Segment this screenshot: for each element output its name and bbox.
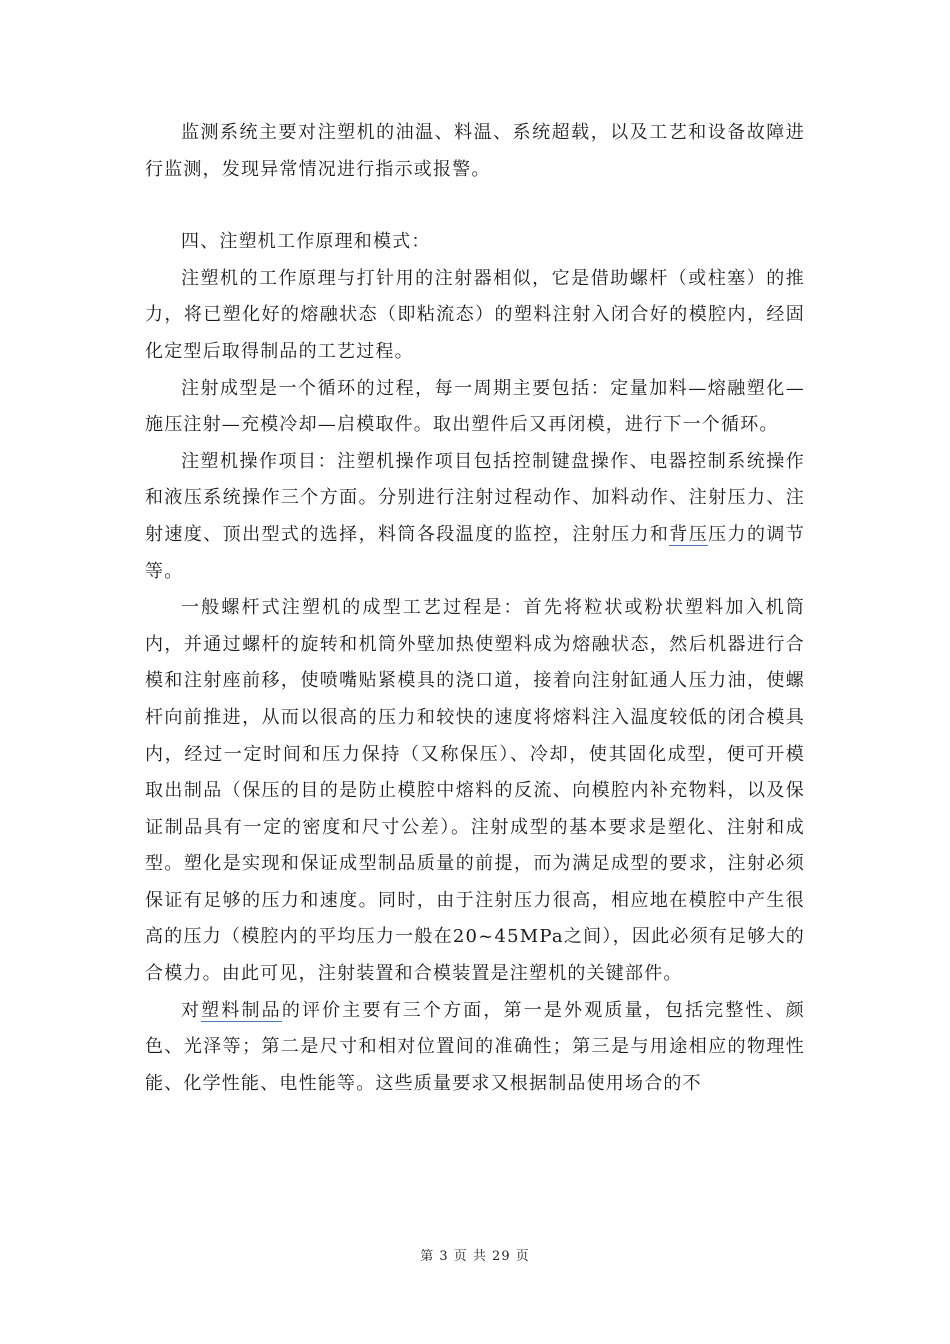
paragraph-product-evaluation-text-end: 的评价主要有三个方面，第一是外观质量，包括完整性、颜色、光泽等；第二是尺寸和相对位置间的准确性；第三是与用途相应的物理性能、化学性能、电性能等。这些质量要求又根据制品使用场合的不 bbox=[145, 999, 805, 1094]
paragraph-operation-items bbox=[145, 444, 805, 590]
paragraph-injection-cycle: 注射成型是一个循环的过程，每一周期主要包括：定量加料—熔融塑化—施压注射—充模冷却—启模取件。取出塑件后又再闭模，进行下一个循环。 bbox=[145, 377, 805, 436]
plastic-products-link[interactable]: 塑料制品 bbox=[201, 999, 282, 1021]
paragraph-monitoring-system: 监测系统主要对注塑机的油温、料温、系统超载，以及工艺和设备故障进行监测，发现异常情况进行指示或报警。 bbox=[145, 122, 805, 180]
section-heading: 四、注塑机工作原理和模式： bbox=[181, 231, 431, 253]
paragraph-gap bbox=[145, 188, 805, 224]
paragraph-product-evaluation-text: 对 bbox=[181, 999, 202, 1021]
paragraph-working-principle: 注塑机的工作原理与打针用的注射器相似，它是借助螺杆（或柱塞）的推力，将已塑化好的熔融状态（即粘流态）的塑料注射入闭合好的模腔内，经固化定型后取得制品的工艺过程。 bbox=[145, 267, 805, 362]
paragraph-operation-items-text: 注塑机操作项目：注塑机操作项目包括控制键盘操作、电器控制系统操作和液压系统操作三个方面。分别进行注射过程动作、加料动作、注射压力、注射速度、顶出型式的选择，料筒各段温度的监控，注射压力和 bbox=[145, 450, 805, 545]
paragraph-operation-items-text-end: 压力的调节等。 bbox=[145, 523, 805, 582]
page-footer: 第 3 页 共 29 页 bbox=[420, 1249, 530, 1264]
back-pressure-link[interactable]: 背压 bbox=[669, 523, 709, 545]
paragraph-molding-process: 一般螺杆式注塑机的成型工艺过程是：首先将粒状或粉状塑料加入机筒内，并通过螺杆的旋转和机筒外壁加热使塑料成为熔融状态，然后机器进行合模和注射座前移，使喷嘴贴紧模具的浇口道，接着向注射缸通人压力油，使螺杆向前推进，从而以很高的压力和较快的速度将熔料注入温度较低的闭合模具内，经过一定时间和压力保持（又称保压）、冷却，使其固化成型，便可开模取出制品（保压的目的是防止模腔中熔料的反流、向模腔内补充物料，以及保证制品具有一定的密度和尺寸公差）。注射成型的基本要求是塑化、注射和成型。塑化是实现和保证成型制品质量的前提，而为满足成型的要求，注射必须保证有足够的压力和速度。同时，由于注射压力很高，相应地在模腔中产生很高的压力（模腔内的平均压力一般在20~45MPa之间），因此必须有足够大的合模力。由此可见，注射装置和合模装置是注塑机的关键部件。 bbox=[145, 597, 805, 985]
paragraph-product-evaluation bbox=[145, 993, 805, 1103]
document-body bbox=[145, 115, 805, 1102]
